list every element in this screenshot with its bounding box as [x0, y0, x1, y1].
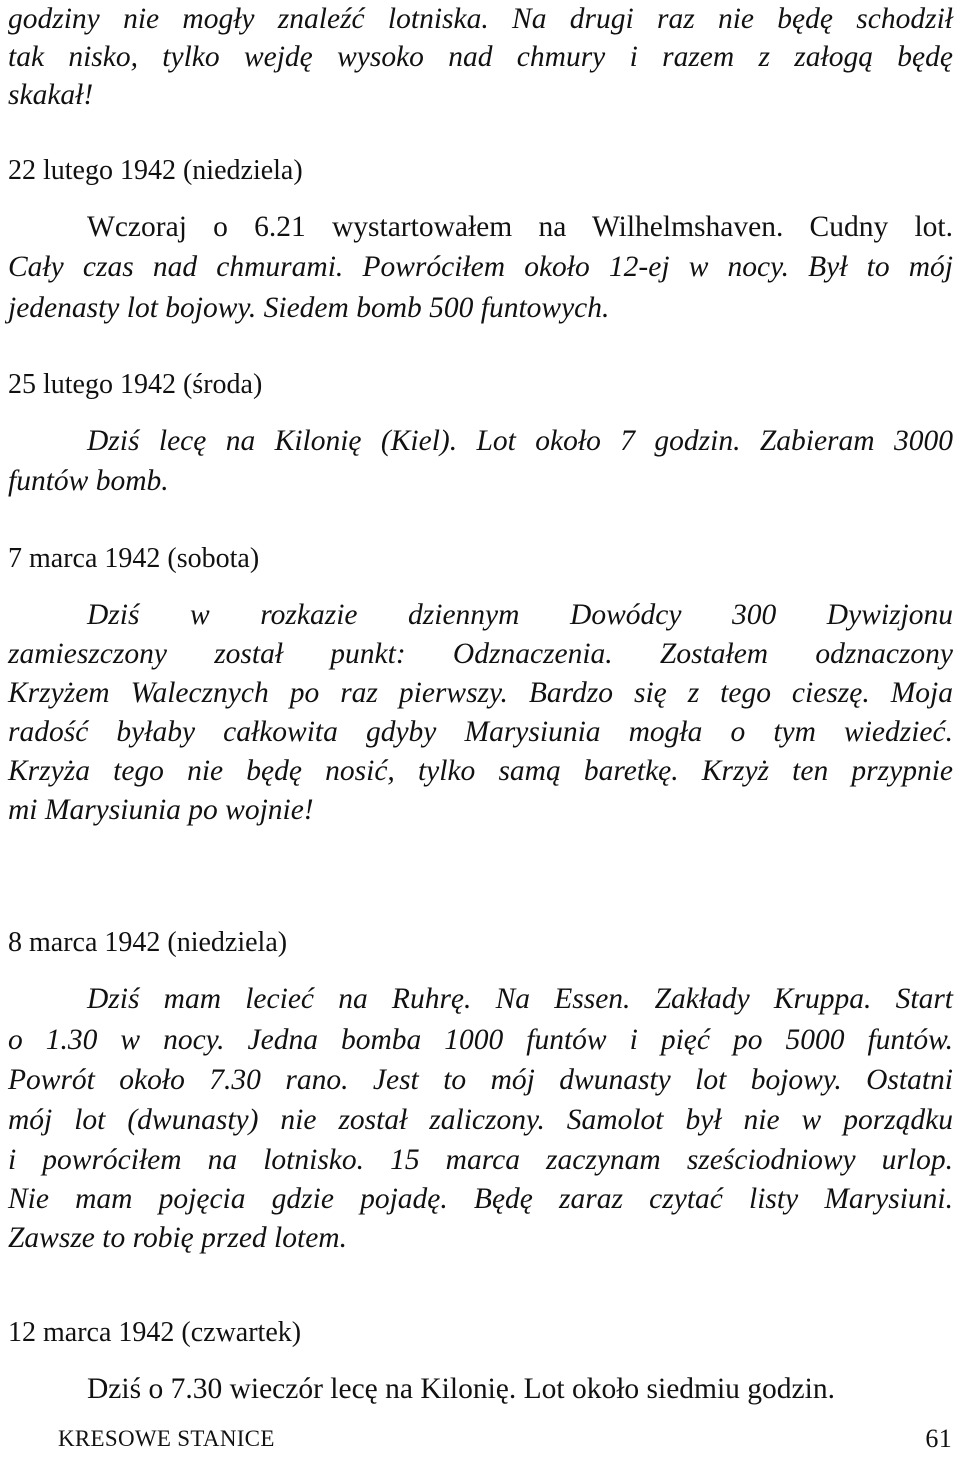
entry-date: 12 marca 1942 (czwartek): [8, 1317, 302, 1348]
running-footer-title: KRESOWE STANICE: [58, 1426, 275, 1451]
text-line: Dziś o 7.30 wieczór lecę na Kilonię. Lot około siedmiu godzin.: [87, 1373, 835, 1405]
text-line: tak nisko, tylko wejdę wysoko nad chmury i razem z załogą będę: [8, 41, 953, 73]
text-line: Krzyżem Walecznych po raz pierwszy. Bardzo się z tego cieszę. Moja: [8, 677, 953, 709]
text-line: Krzyża tego nie będę nosić, tylko samą baretkę. Krzyż ten przypnie: [8, 755, 953, 787]
page-number: 61: [925, 1424, 952, 1453]
entry-date: 25 lutego 1942 (środa): [8, 369, 263, 400]
entry-date: 8 marca 1942 (niedziela): [8, 927, 288, 958]
text-line: radość byłaby całkowita gdyby Marysiunia mogła o tym wiedzieć.: [8, 716, 953, 748]
text-line: Dziś w rozkazie dziennym Dowódcy 300 Dywizjonu: [87, 599, 953, 631]
entry-date: 7 marca 1942 (sobota): [8, 543, 260, 574]
text-line: Wczoraj o 6.21 wystartowałem na Wilhelmshaven. Cudny lot.: [87, 211, 953, 243]
text-line: funtów bomb.: [8, 465, 169, 497]
text-line: Nie mam pojęcia gdzie pojadę. Będę zaraz czytać listy Marysiuni.: [8, 1183, 953, 1215]
text-line: mój lot (dwunasty) nie został zaliczony. Samolot był nie w porządku: [8, 1104, 953, 1136]
text-line: Zawsze to robię przed lotem.: [8, 1222, 347, 1254]
text-line: jedenasty lot bojowy. Siedem bomb 500 funtowych.: [8, 292, 610, 324]
entry-date: 22 lutego 1942 (niedziela): [8, 155, 303, 186]
text-line: zamieszczony został punkt: Odznaczenia. Zostałem odznaczony: [8, 638, 953, 670]
text-line: Powrót około 7.30 rano. Jest to mój dwunasty lot bojowy. Ostatni: [8, 1064, 953, 1096]
text-line: Dziś mam lecieć na Ruhrę. Na Essen. Zakłady Kruppa. Start: [87, 983, 953, 1015]
text-line: o 1.30 w nocy. Jedna bomba 1000 funtów i pięć po 5000 funtów.: [8, 1024, 953, 1056]
text-line: mi Marysiunia po wojnie!: [8, 794, 314, 826]
text-line: godziny nie mogły znaleźć lotniska. Na drugi raz nie będę schodził: [8, 3, 953, 35]
text-line: i powróciłem na lotnisko. 15 marca zaczynam sześciodniowy urlop.: [8, 1144, 953, 1176]
text-line: skakał!: [8, 79, 94, 111]
text-line: Cały czas nad chmurami. Powróciłem około 12-ej w nocy. Był to mój: [8, 251, 953, 283]
text-line: Dziś lecę na Kilonię (Kiel). Lot około 7 godzin. Zabieram 3000: [87, 425, 953, 457]
